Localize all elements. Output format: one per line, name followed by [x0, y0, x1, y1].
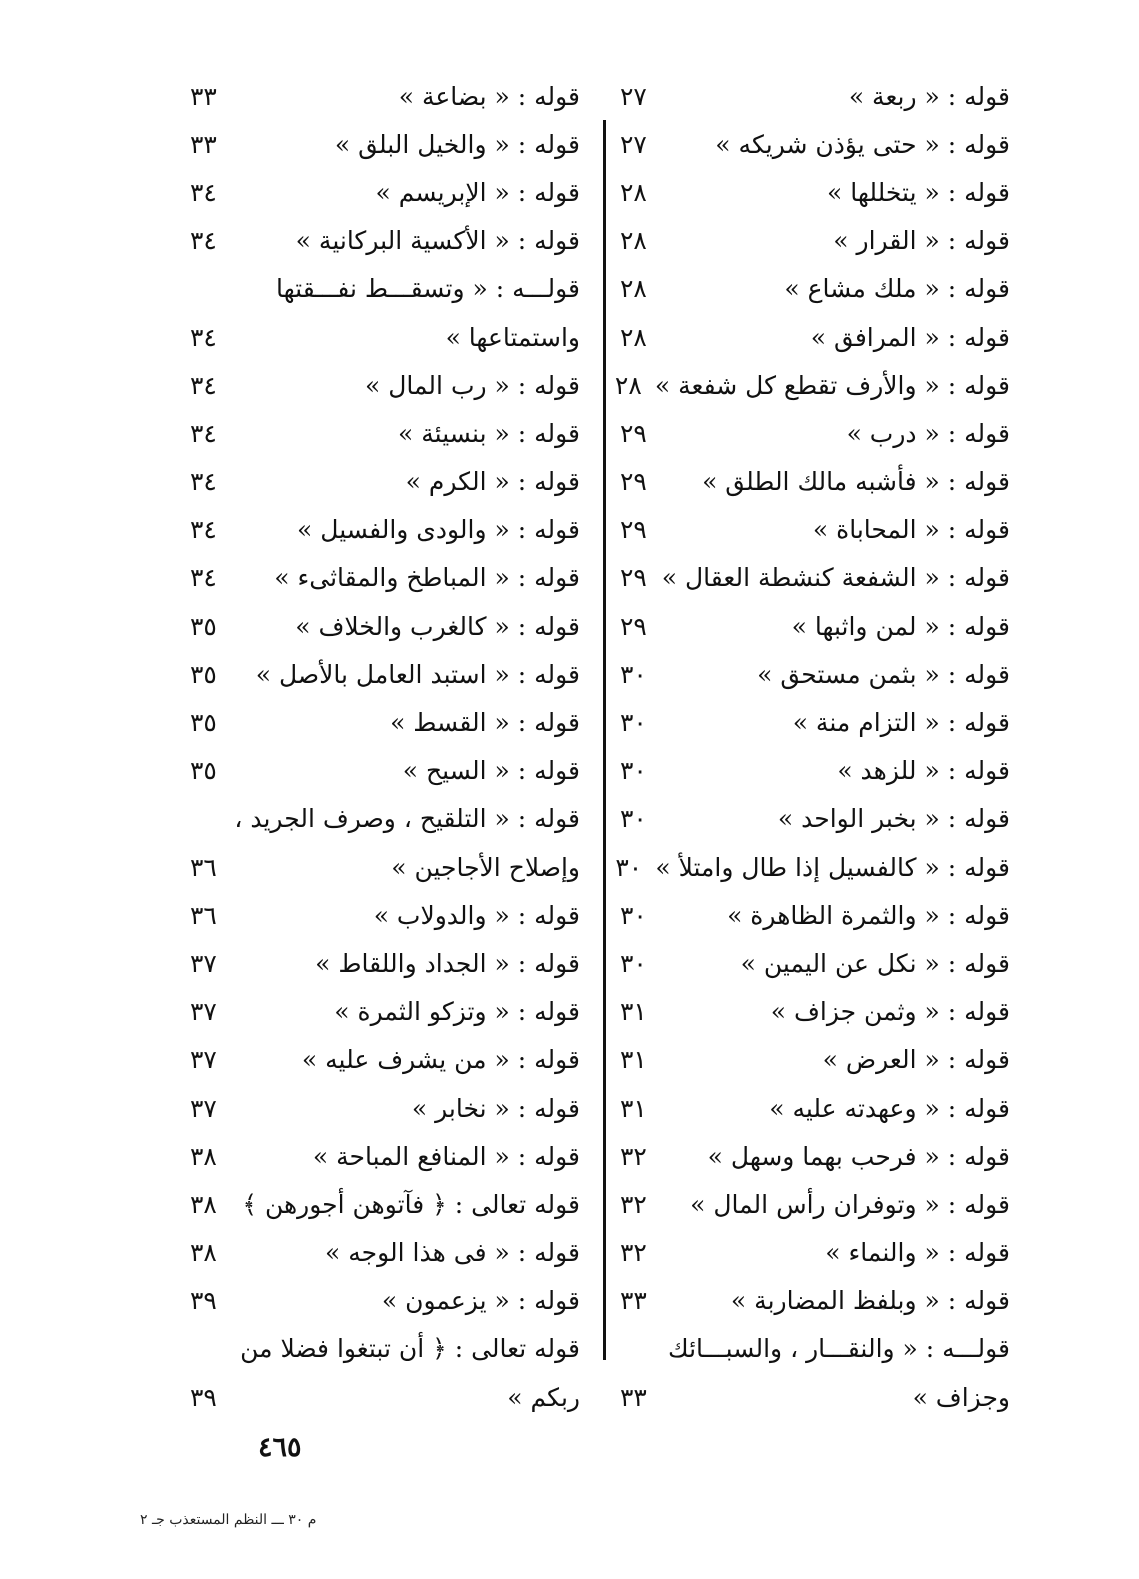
- entry-text: قوله : « والنماء »: [825, 1238, 1010, 1268]
- entry-page-number: ٢٩: [620, 563, 647, 593]
- index-entry: [620, 313, 1010, 361]
- index-entry: [190, 698, 580, 746]
- index-entry: [620, 650, 1010, 698]
- entry-page-number: ٣٧: [190, 1045, 217, 1075]
- entry-page-number: ٣٣: [190, 129, 217, 159]
- entry-page-number: ٣١: [620, 1045, 647, 1075]
- entry-page-number: ٢٩: [620, 515, 647, 545]
- entry-text: قوله : « كالغرب والخلاف »: [295, 611, 580, 641]
- entry-text: قوله : « كالفسيل إذا طال وامتلأ »: [655, 852, 1010, 882]
- entry-text: قوله : « التزام منة »: [792, 708, 1010, 738]
- index-entry: [620, 747, 1010, 795]
- index-entry: [190, 217, 580, 265]
- entry-page-number: ٣٨: [190, 1189, 217, 1219]
- entry-page-number: ٣٦: [190, 900, 217, 930]
- entry-text: قوله : « نكل عن اليمين »: [740, 948, 1010, 978]
- entry-page-number: ٣٢: [620, 1141, 647, 1171]
- entry-text: قوله : « بخبر الواحد »: [777, 804, 1010, 834]
- index-entry: [190, 1084, 580, 1132]
- entry-text: قوله تعالى : ﴿ أن تبتغوا فضلا من: [240, 1334, 580, 1364]
- index-entry: [190, 1373, 580, 1421]
- entry-text: قوله : « وعهدته عليه »: [769, 1093, 1010, 1123]
- entry-page-number: ٣٤: [190, 563, 217, 593]
- entry-text: قوله : « المنافع المباحة »: [312, 1141, 580, 1171]
- entry-page-number: ٣٥: [190, 708, 217, 738]
- entry-page-number: ٢٨: [614, 370, 642, 400]
- index-entry: [615, 843, 1010, 891]
- entry-text: قوله : « القرار »: [833, 226, 1010, 256]
- entry-text: قوله : « والثمرة الظاهرة »: [727, 900, 1010, 930]
- index-entry: [190, 891, 580, 939]
- page-number: ٤٦٥: [258, 1432, 302, 1463]
- index-entry: [190, 1036, 580, 1084]
- entry-page-number: ٣٤: [190, 515, 217, 545]
- index-entry: [620, 1229, 1010, 1277]
- entry-text: قوله : « والخيل البلق »: [334, 129, 580, 159]
- entry-text: قوله : « من يشرف عليه »: [301, 1045, 580, 1075]
- entry-page-number: ٣١: [620, 1093, 647, 1123]
- entry-text: قوله : « فرحب بهما وسهل »: [707, 1141, 1010, 1171]
- entry-page-number: ٣٠: [620, 708, 647, 738]
- entry-text: قوله : « والودى والفسيل »: [297, 515, 580, 545]
- entry-text: قوله : « للزهد »: [837, 756, 1010, 786]
- entry-text: قوله : « وثمن جزاف »: [770, 997, 1010, 1027]
- entry-page-number: ٣٤: [190, 226, 217, 256]
- entry-text: قوله : « المرافق »: [810, 322, 1010, 352]
- entry-text: قوله : « درب »: [846, 418, 1010, 448]
- entry-text: قوله : « ربعة »: [848, 81, 1010, 111]
- index-entry: [190, 72, 580, 120]
- entry-page-number: ٣٢: [620, 1238, 647, 1268]
- entry-page-number: ٣٧: [190, 997, 217, 1027]
- index-entry: [620, 1036, 1010, 1084]
- index-entry: [620, 265, 1010, 313]
- entry-page-number: ٣٧: [190, 948, 217, 978]
- entry-text: قوله : « الكرم »: [405, 467, 580, 497]
- entry-text: قوله : « العرض »: [822, 1045, 1010, 1075]
- index-entry: [620, 698, 1010, 746]
- index-entry: [620, 554, 1010, 602]
- index-entry: [620, 1325, 1010, 1373]
- index-entry: [190, 1180, 580, 1228]
- index-entry: [190, 168, 580, 216]
- index-entry: [620, 988, 1010, 1036]
- index-entry: [190, 554, 580, 602]
- entry-text: قوله : « بضاعة »: [398, 81, 580, 111]
- entry-page-number: ٣٣: [190, 81, 217, 111]
- entry-text: قوله : « وتزكو الثمرة »: [334, 997, 580, 1027]
- entry-text: قوله : « وتوفران رأس المال »: [690, 1189, 1010, 1219]
- index-entry: [190, 602, 580, 650]
- entry-text: قولـــه : « وتسقـــط نفـــقتها: [276, 274, 580, 304]
- entry-page-number: ٢٨: [620, 322, 647, 352]
- entry-text: قوله : « ملك مشاع »: [784, 274, 1010, 304]
- entry-page-number: ٣٠: [620, 804, 647, 834]
- index-entry: [190, 650, 580, 698]
- entry-page-number: ٣٤: [190, 177, 217, 207]
- index-entry: [190, 1277, 580, 1325]
- index-entry: [620, 1180, 1010, 1228]
- entry-page-number: ٢٨: [620, 274, 647, 304]
- entry-page-number: ٢٧: [620, 81, 647, 111]
- entry-page-number: ٢٧: [620, 129, 647, 159]
- entry-page-number: ٣٧: [190, 1093, 217, 1123]
- entry-page-number: ٣٣: [620, 1382, 647, 1412]
- entry-page-number: ٣٥: [190, 659, 217, 689]
- entry-page-number: ٣٠: [620, 756, 647, 786]
- index-entry: [190, 843, 580, 891]
- entry-text: قوله : « الإبريسم »: [375, 177, 580, 207]
- index-entry: [620, 1277, 1010, 1325]
- entry-page-number: ٢٨: [620, 177, 647, 207]
- entry-text: قوله : « رب المال »: [364, 370, 580, 400]
- entry-text: واستمتاعها »: [445, 322, 580, 352]
- entry-page-number: ٢٩: [620, 611, 647, 641]
- index-entry: [620, 217, 1010, 265]
- entry-text: قوله : « بثمن مستحق »: [757, 659, 1010, 689]
- index-entry: [620, 458, 1010, 506]
- index-entry: [190, 120, 580, 168]
- entry-text: قوله : « استبد العامل بالأصل »: [255, 659, 580, 689]
- entry-text: وجزاف »: [912, 1382, 1010, 1412]
- index-entry: [190, 409, 580, 457]
- index-column-left: [190, 72, 580, 1421]
- entry-text: قوله : « والدولاب »: [373, 900, 580, 930]
- index-entry: [190, 747, 580, 795]
- index-entry: [190, 1132, 580, 1180]
- entry-page-number: ٣٩: [190, 1382, 217, 1412]
- entry-text: ربكم »: [507, 1382, 580, 1412]
- entry-page-number: ٣٣: [620, 1286, 647, 1316]
- entry-page-number: ٣٨: [190, 1238, 217, 1268]
- index-entry: [190, 313, 580, 361]
- entry-page-number: ٣٤: [190, 418, 217, 448]
- index-entry: [614, 361, 1010, 409]
- index-entry: [620, 409, 1010, 457]
- entry-text: قولـــه : « والنقـــار ، والسبـــائك: [668, 1334, 1010, 1364]
- entry-text: قوله : « لمن واثبها »: [791, 611, 1010, 641]
- entry-text: قوله : « وبلفظ المضاربة »: [730, 1286, 1010, 1316]
- index-entry: [620, 72, 1010, 120]
- index-entry: [620, 1373, 1010, 1421]
- index-entry: [620, 168, 1010, 216]
- entry-page-number: ٣٠: [620, 948, 647, 978]
- index-entry: [190, 506, 580, 554]
- entry-page-number: ٢٩: [620, 418, 647, 448]
- index-entry: [190, 458, 580, 506]
- index-entry: [620, 1084, 1010, 1132]
- index-entry: [620, 939, 1010, 987]
- entry-text: قوله : « حتى يؤذن شريكه »: [715, 129, 1010, 159]
- index-entry: [190, 795, 580, 843]
- footer-signature: م ٣٠ ـــ النظم المستعذب جـ ٢: [140, 1512, 317, 1528]
- index-entry: [620, 891, 1010, 939]
- entry-text: قوله : « نخابر »: [411, 1093, 580, 1123]
- entry-page-number: ٣٤: [190, 467, 217, 497]
- index-entry: [190, 988, 580, 1036]
- entry-page-number: ٣٦: [190, 852, 217, 882]
- entry-text: قوله : « القسط »: [390, 708, 580, 738]
- index-entry: [190, 361, 580, 409]
- entry-page-number: ٣٥: [190, 611, 217, 641]
- entry-text: قوله : « الشفعة كنشطة العقال »: [661, 563, 1010, 593]
- entry-text: قوله : « التلقيح ، وصرف الجريد ،: [234, 804, 580, 834]
- entry-page-number: ٣١: [620, 997, 647, 1027]
- entry-text: قوله : « المباطخ والمقاثىء »: [274, 563, 580, 593]
- index-entry: [190, 265, 580, 313]
- index-entry: [620, 506, 1010, 554]
- entry-page-number: ٣٠: [620, 900, 647, 930]
- index-entry: [620, 602, 1010, 650]
- entry-text: قوله : « المحاباة »: [812, 515, 1010, 545]
- index-entry: [620, 795, 1010, 843]
- column-divider: [603, 120, 606, 1360]
- entry-text: قوله تعالى : ﴿ فآتوهن أجورهن ﴾: [242, 1189, 580, 1219]
- entry-text: قوله : « الأكسية البركانية »: [295, 226, 580, 256]
- entry-text: قوله : « فى هذا الوجه »: [325, 1238, 580, 1268]
- entry-text: قوله : « فأشبه مالك الطلق »: [702, 467, 1010, 497]
- entry-text: وإصلاح الأجاجين »: [391, 852, 580, 882]
- entry-page-number: ٢٩: [620, 467, 647, 497]
- index-entry: [190, 1229, 580, 1277]
- entry-text: قوله : « يزعمون »: [381, 1286, 580, 1316]
- entry-text: قوله : « السيح »: [402, 756, 580, 786]
- index-entry: [620, 1132, 1010, 1180]
- index-entry: [190, 1325, 580, 1373]
- entry-page-number: ٣٩: [190, 1286, 217, 1316]
- entry-text: قوله : « بنسيئة »: [398, 418, 580, 448]
- entry-page-number: ٣٤: [190, 370, 217, 400]
- entry-page-number: ٣٠: [620, 659, 647, 689]
- entry-page-number: ٣٢: [620, 1189, 647, 1219]
- entry-text: قوله : « يتخللها »: [826, 177, 1010, 207]
- index-column-right: [614, 72, 1010, 1421]
- entry-text: قوله : « والأرف تقطع كل شفعة »: [654, 370, 1010, 400]
- entry-page-number: ٣٥: [190, 756, 217, 786]
- entry-page-number: ٣٨: [190, 1141, 217, 1171]
- entry-page-number: ٣٠: [615, 852, 643, 882]
- entry-text: قوله : « الجداد واللقاط »: [315, 948, 580, 978]
- index-entry: [190, 939, 580, 987]
- index-entry: [620, 120, 1010, 168]
- entry-page-number: ٢٨: [620, 226, 647, 256]
- entry-page-number: ٣٤: [190, 322, 217, 352]
